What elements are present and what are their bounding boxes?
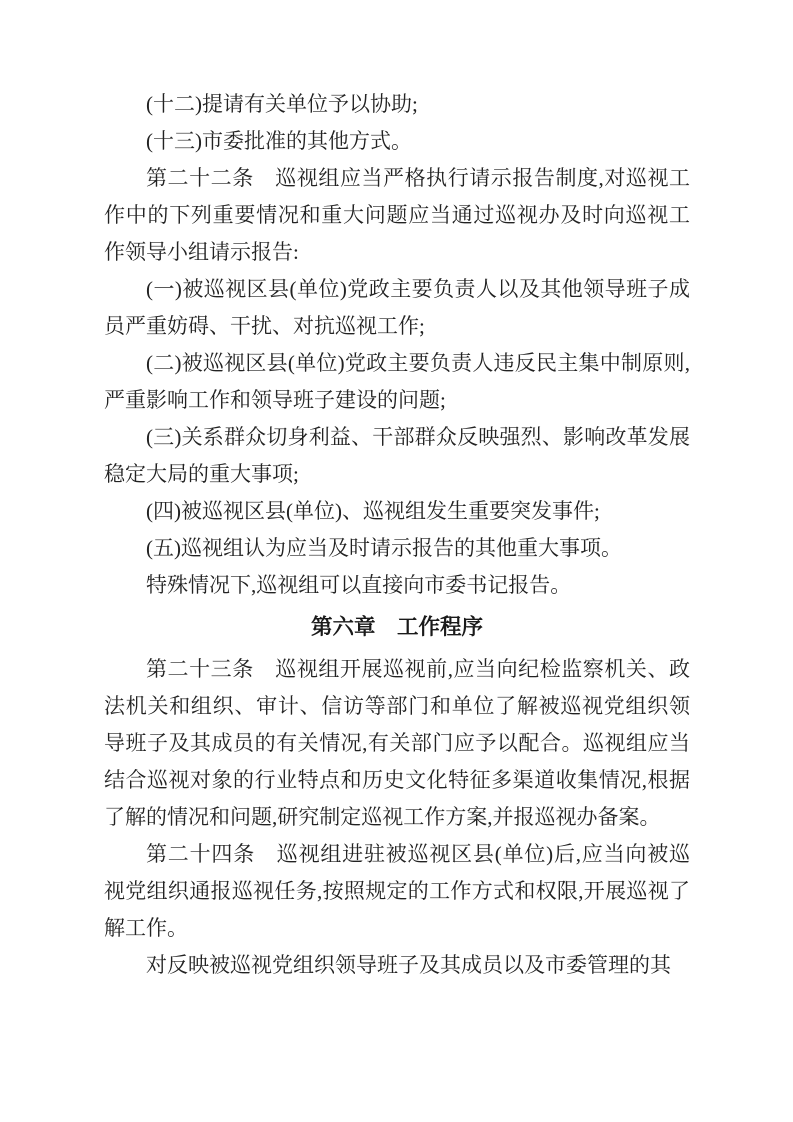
- document-body: [104, 86, 690, 984]
- chapter-heading: 第六章 工作程序: [310, 615, 483, 639]
- paragraph: (十三)市委批准的其他方式。: [146, 129, 412, 153]
- paragraph: (三)关系群众切身利益、干部群众反映强烈、影响改革发展稳定大局的重大事项;: [104, 425, 690, 486]
- paragraph: 特殊情况下,巡视组可以直接向市委书记报告。: [146, 573, 572, 597]
- paragraph: (二)被巡视区县(单位)党政主要负责人违反民主集中制原则,严重影响工作和领导班子建设的问题;: [104, 351, 690, 412]
- paragraph: (四)被巡视区县(单位)、巡视组发生重要突发事件;: [146, 499, 600, 523]
- paragraph: 第二十二条 巡视组应当严格执行请示报告制度,对巡视工作中的下列重要情况和重大问题应当通过巡视办及时向巡视工作领导小组请示报告:: [104, 166, 690, 264]
- paragraph: (十二)提请有关单位予以协助;: [146, 92, 418, 116]
- paragraph: (一)被巡视区县(单位)党政主要负责人以及其他领导班子成员严重妨碍、干扰、对抗巡视工作;: [104, 277, 690, 338]
- paragraph: 第二十四条 巡视组进驻被巡视区县(单位)后,应当向被巡视党组织通报巡视任务,按照规定的工作方式和权限,开展巡视了解工作。: [104, 842, 690, 940]
- paragraph: 第二十三条 巡视组开展巡视前,应当向纪检监察机关、政法机关和组织、审计、信访等部门和单位了解被巡视党组织领导班子及其成员的有关情况,有关部门应予以配合。巡视组应当结合巡视对象的行业特点和历史文化特征多渠道收集情况,根据了解的情况和问题,研究制定巡视工作方案,并报巡视办备案。: [104, 657, 690, 829]
- paragraph: 对反映被巡视党组织领导班子及其成员以及市委管理的其: [146, 953, 671, 977]
- paragraph: (五)巡视组认为应当及时请示报告的其他重大事项。: [146, 536, 622, 560]
